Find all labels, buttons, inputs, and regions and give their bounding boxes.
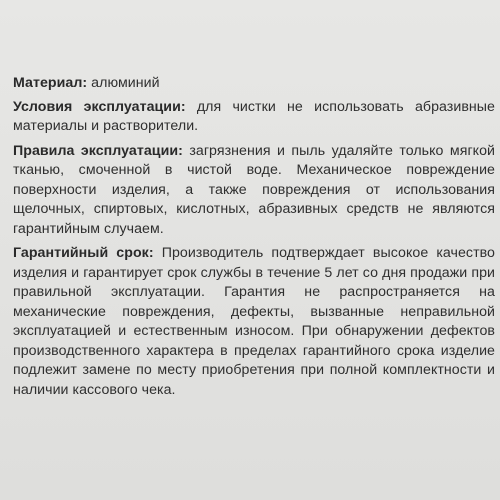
material-label: Материал: [13, 75, 88, 91]
warranty-label: Гарантийный срок: [13, 245, 154, 261]
material-text: алюминий [87, 75, 160, 91]
material-paragraph [13, 74, 495, 94]
usage-conditions-label: Условия эксплуатации: [13, 98, 186, 115]
care-rules-label: Правила эксплуатации: [13, 142, 183, 159]
usage-conditions-text: для чистки не использовать абразивные материалы и растворители. [13, 98, 495, 134]
care-rules-text: загрязнения и пыль удаляйте только мягкой тканью, смоченной в чистой воде. Механическое повреждение поверхности изделия, а также повреждения от использования щелочных, спиртовых, кислотных, абразивных средств не являются гарантийным случаем. [13, 142, 495, 237]
care-rules-paragraph [13, 142, 495, 240]
product-info-text [13, 74, 495, 400]
usage-conditions-paragraph [13, 98, 495, 137]
warranty-text: Производитель подтверждает высокое качество изделия и гарантирует срок службы в течение 5 лет со дня продажи при правильной эксплуатации. Гарантия не распространяется на механические повреждения, дефекты, вызванные неправильной эксплуатацией и естественным износом. При обнаружении дефектов производственного характера в пределах гарантийного срока изделие подлежит замене по месту приобретения при полной комплектности и наличии кассового чека. [13, 245, 495, 398]
warranty-paragraph [13, 244, 495, 400]
